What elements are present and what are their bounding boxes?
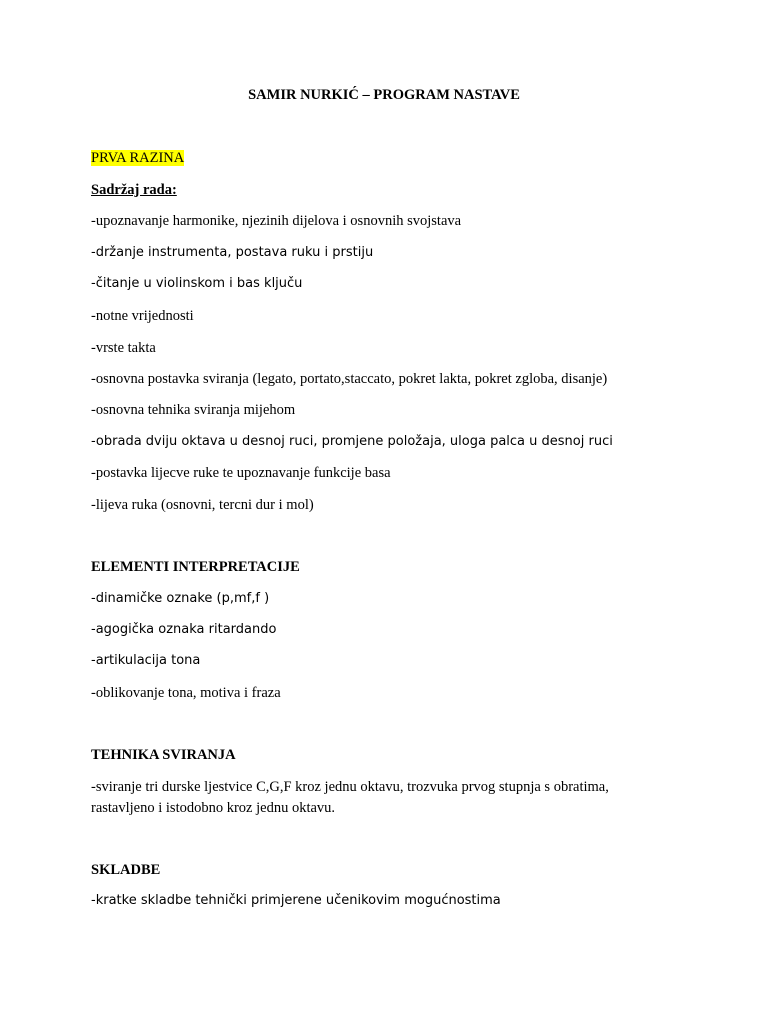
interpretation-item: -oblikovanje tona, motiva i fraza (91, 685, 281, 701)
content-item: -notne vrijednosti (91, 308, 194, 324)
content-item: -upoznavanje harmonike, njezinih dijelova i osnovnih svojstava (91, 213, 462, 229)
content-heading: Sadržaj rada: (91, 182, 177, 198)
interpretation-item: -agogička oznaka ritardando (91, 622, 277, 637)
interpretation-heading: ELEMENTI INTERPRETACIJE (91, 559, 300, 575)
technique-heading: TEHNIKA SVIRANJA (91, 747, 236, 763)
document-title: SAMIR NURKIĆ – PROGRAM NASTAVE (248, 87, 520, 103)
content-item: -držanje instrumenta, postava ruku i prstiju (91, 245, 374, 260)
content-item: -postavka lijecve ruke te upoznavanje funkcije basa (91, 465, 391, 481)
pieces-heading: SKLADBE (91, 862, 161, 878)
pieces-item: -kratke skladbe tehnički primjerene učenikovim mogućnostima (91, 893, 501, 908)
interpretation-item: -artikulacija tona (91, 653, 201, 668)
level-label (91, 149, 184, 167)
content-item: -lijeva ruka (osnovni, tercni dur i mol) (91, 497, 314, 513)
interpretation-item: -dinamičke oznake (p,mf,f ) (91, 591, 270, 606)
content-item: -osnovna postavka sviranja (legato, portato,staccato, pokret lakta, pokret zgloba, disanje) (91, 371, 608, 387)
content-item: -obrada dviju oktava u desnoj ruci, promjene položaja, uloga palca u desnoj ruci (91, 434, 613, 449)
content-item: -vrste takta (91, 340, 156, 356)
content-item: -čitanje u violinskom i bas ključu (91, 276, 303, 291)
technique-text: -sviranje tri durske ljestvice C,G,F kroz jednu oktavu, trozvuka prvog stupnja s obratima, rastavljeno i istodobno kroz jednu oktavu. (91, 779, 609, 816)
level-label-highlight: PRVA RAZINA (91, 150, 185, 166)
content-item: -osnovna tehnika sviranja mijehom (91, 402, 296, 418)
